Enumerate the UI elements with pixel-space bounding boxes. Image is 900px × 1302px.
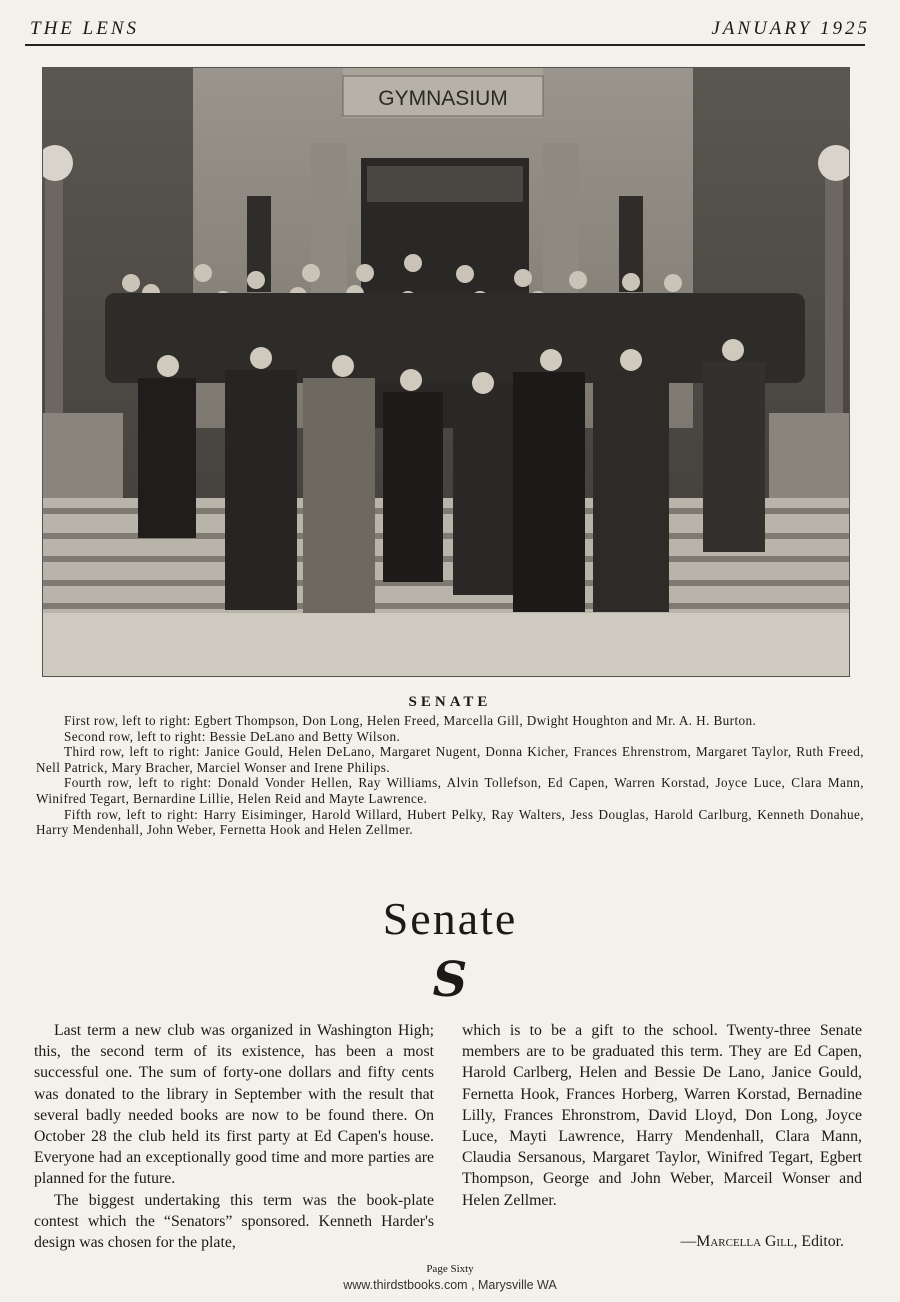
decorative-s-ornament: S — [432, 952, 468, 1008]
gymnasium-sign: GYMNASIUM — [378, 87, 508, 110]
caption-row: Fifth row, left to right: Harry Eisiminger, Harold Willard, Hubert Pelky, Ray Walters, Jess Douglas, Harold Carlburg, Kenneth Donahue, Harry Mendenhall, John Weber, Fernetta Hook and Helen Zellmer. — [36, 806, 864, 838]
group-photo — [42, 67, 850, 677]
article-paragraph: Last term a new club was organized in Washington High; this, the second term of its existence, has been a most successful one. The sum of forty-one dollars and fifty cents was donated to the library in September with the result that several badly needed books are now to be found there. On October 28 the club held its first party at Ed Capen's house. Everyone had an exceptionally good time and more parties are planned for the future. — [34, 1022, 434, 1188]
article-paragraph: The biggest undertaking this term was the book-plate contest which the “Senators” sponsored. Kenneth Harder's design was chosen for the plate, — [34, 1191, 434, 1252]
article-title: Senate — [382, 893, 518, 944]
caption-row: Third row, left to right: Janice Gould, Helen DeLano, Margaret Nugent, Donna Kicher, Frances Ehrenstrom, Margaret Taylor, Ruth Freed, Nell Patrick, Mary Bracher, Marciel Wonser and Irene Philips. — [36, 744, 864, 775]
publication-title: THE LENS — [30, 18, 139, 39]
issue-date: JANUARY 1925 — [711, 18, 870, 39]
signature-name: Marcella Gill — [696, 1233, 794, 1250]
photo-caption — [36, 713, 864, 838]
article-column-right — [462, 1020, 862, 1211]
caption-row: Second row, left to right: Bessie DeLano and Betty Wilson. — [64, 728, 401, 744]
page-number: Page Sixty — [426, 1263, 474, 1275]
signature-dash: — — [680, 1233, 697, 1250]
header-rule — [25, 44, 865, 46]
caption-row: Fourth row, left to right: Donald Vonder Hellen, Ray Williams, Alvin Tollefson, Ed Capen, Warren Korstad, Joyce Luce, Clara Mann, Winifred Tegart, Bernardine Lillie, Helen Reid and Mayte Lawrence. — [36, 775, 864, 806]
article-column-left — [34, 1020, 434, 1253]
footer-link[interactable]: www.thirdstbooks.com , Marysville WA — [343, 1278, 557, 1292]
page-header — [30, 18, 870, 46]
caption-row: First row, left to right: Egbert Thompson, Don Long, Helen Freed, Marcella Gill, Dwight Houghton and Mr. A. H. Burton. — [64, 713, 757, 728]
signature-role: , Editor. — [793, 1233, 844, 1250]
caption-heading: SENATE — [408, 694, 492, 710]
editor-signature — [681, 1233, 845, 1251]
article-paragraph: which is to be a gift to the school. Twenty-three Senate members are to be graduated this term. They are Ed Capen, Harold Carlberg, Helen and Bessie De Lano, Janice Gould, Fernetta Hook, Frances Horberg, Warren Korstad, Bernadine Lilly, Frances Ehronstrom, David Lloyd, Don Long, Joyce Luce, Mayti Lawrence, Harry Mendenhall, Clara Mann, Claudia Sersanous, Margaret Taylor, Winifred Tegart, Egbert Thompson, George and John Weber, Marceil Wonser and Helen Zellmer. — [462, 1022, 862, 1209]
